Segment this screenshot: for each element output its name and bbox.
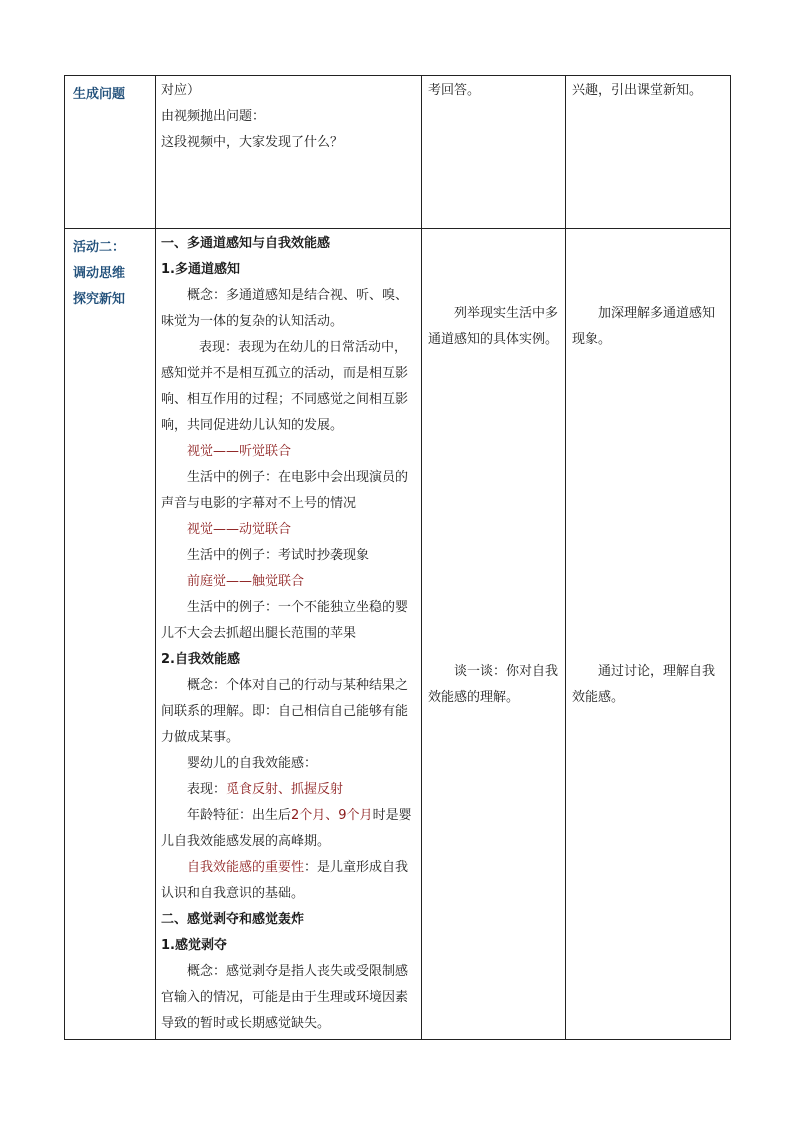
student-activity-text: 考回答。 bbox=[428, 83, 481, 98]
subsection-title: 2.自我效能感 bbox=[161, 652, 240, 667]
manifest-paragraph: 表现：表现为在幼儿的日常活动中，感知觉并不是相互孤立的活动，而是相互影响、相互作用的过程；不同感觉之间相互影响，共同促进幼儿认知的发展。 bbox=[161, 340, 409, 433]
content-line: 对应） bbox=[161, 83, 201, 98]
subsection-title: 1.多通道感知 bbox=[161, 262, 240, 277]
content-line: 这段视频中，大家发现了什么？ bbox=[161, 135, 344, 150]
concept-paragraph: 概念：多通道感知是结合视、听、嗅、味觉为一体的复杂的认知活动。 bbox=[161, 288, 409, 329]
student-activity-text: 谈一谈：你对自我效能感的理解。 bbox=[428, 664, 559, 705]
section-title: 二、感觉剥夺和感觉轰炸 bbox=[161, 912, 305, 927]
sense-pair-label: 前庭觉——触觉联合 bbox=[187, 574, 305, 589]
age-value: 2个月、9个月 bbox=[291, 808, 373, 823]
design-intent-text: 通过讨论，理解自我效能感。 bbox=[572, 664, 716, 705]
lesson-plan-table bbox=[64, 75, 731, 1040]
design-intent-text: 兴趣，引出课堂新知。 bbox=[572, 83, 703, 98]
table-row bbox=[65, 229, 731, 1040]
stage-label-line: 探究新知 bbox=[73, 292, 126, 307]
age-tail: 时是婴儿自我效能感发展的高峰期。 bbox=[161, 808, 412, 849]
sense-pair-label: 视觉——动觉联合 bbox=[187, 522, 292, 537]
stage-cell bbox=[65, 76, 156, 229]
stage-label-line: 活动二： bbox=[73, 240, 126, 255]
infant-manifest-label: 表现： bbox=[187, 782, 227, 797]
student-activity-cell bbox=[422, 76, 566, 229]
content-line: 由视频抛出问题： bbox=[161, 109, 266, 124]
subsection-title: 1.感觉剥夺 bbox=[161, 938, 227, 953]
importance-text: ：是儿童形成自我认识和自我意识的基础。 bbox=[161, 860, 409, 901]
concept-paragraph: 概念：个体对自己的行动与某种结果之间联系的理解。即：自己相信自己能够有能力做成某事。 bbox=[161, 678, 409, 745]
sense-pair-label: 视觉——听觉联合 bbox=[187, 444, 292, 459]
infant-title: 婴幼儿的自我效能感： bbox=[187, 756, 318, 771]
example-paragraph: 生活中的例子：一个不能独立坐稳的婴儿不大会去抓超出腿长范围的苹果 bbox=[161, 600, 409, 641]
stage-label-line: 调动思维 bbox=[73, 266, 126, 281]
infant-manifest bbox=[161, 777, 417, 803]
student-activity-cell bbox=[422, 229, 566, 1040]
example-paragraph: 生活中的例子：在电影中会出现演员的声音与电影的字幕对不上号的情况 bbox=[161, 470, 409, 511]
importance-label: 自我效能感的重要性 bbox=[187, 860, 305, 875]
importance-paragraph bbox=[161, 855, 417, 907]
example-paragraph: 生活中的例子：考试时抄袭现象 bbox=[187, 548, 370, 563]
content-cell bbox=[156, 229, 422, 1040]
age-feature bbox=[161, 803, 417, 855]
concept-paragraph: 概念：感觉剥夺是指人丧失或受限制感官输入的情况，可能是由于生理或环境因素导致的暂时或长期感觉缺失。 bbox=[161, 964, 409, 1031]
stage-label: 生成问题 bbox=[73, 87, 126, 102]
design-intent-cell bbox=[566, 229, 731, 1040]
table-row bbox=[65, 76, 731, 229]
infant-manifest-value: 觅食反射、抓握反射 bbox=[226, 782, 344, 797]
age-label: 年龄特征：出生后 bbox=[187, 808, 292, 823]
section-title: 一、多通道感知与自我效能感 bbox=[161, 236, 331, 251]
stage-cell bbox=[65, 229, 156, 1040]
student-activity-text: 列举现实生活中多通道感知的具体实例。 bbox=[428, 306, 559, 347]
content-cell bbox=[156, 76, 422, 229]
design-intent-text: 加深理解多通道感知现象。 bbox=[572, 306, 716, 347]
design-intent-cell bbox=[566, 76, 731, 229]
